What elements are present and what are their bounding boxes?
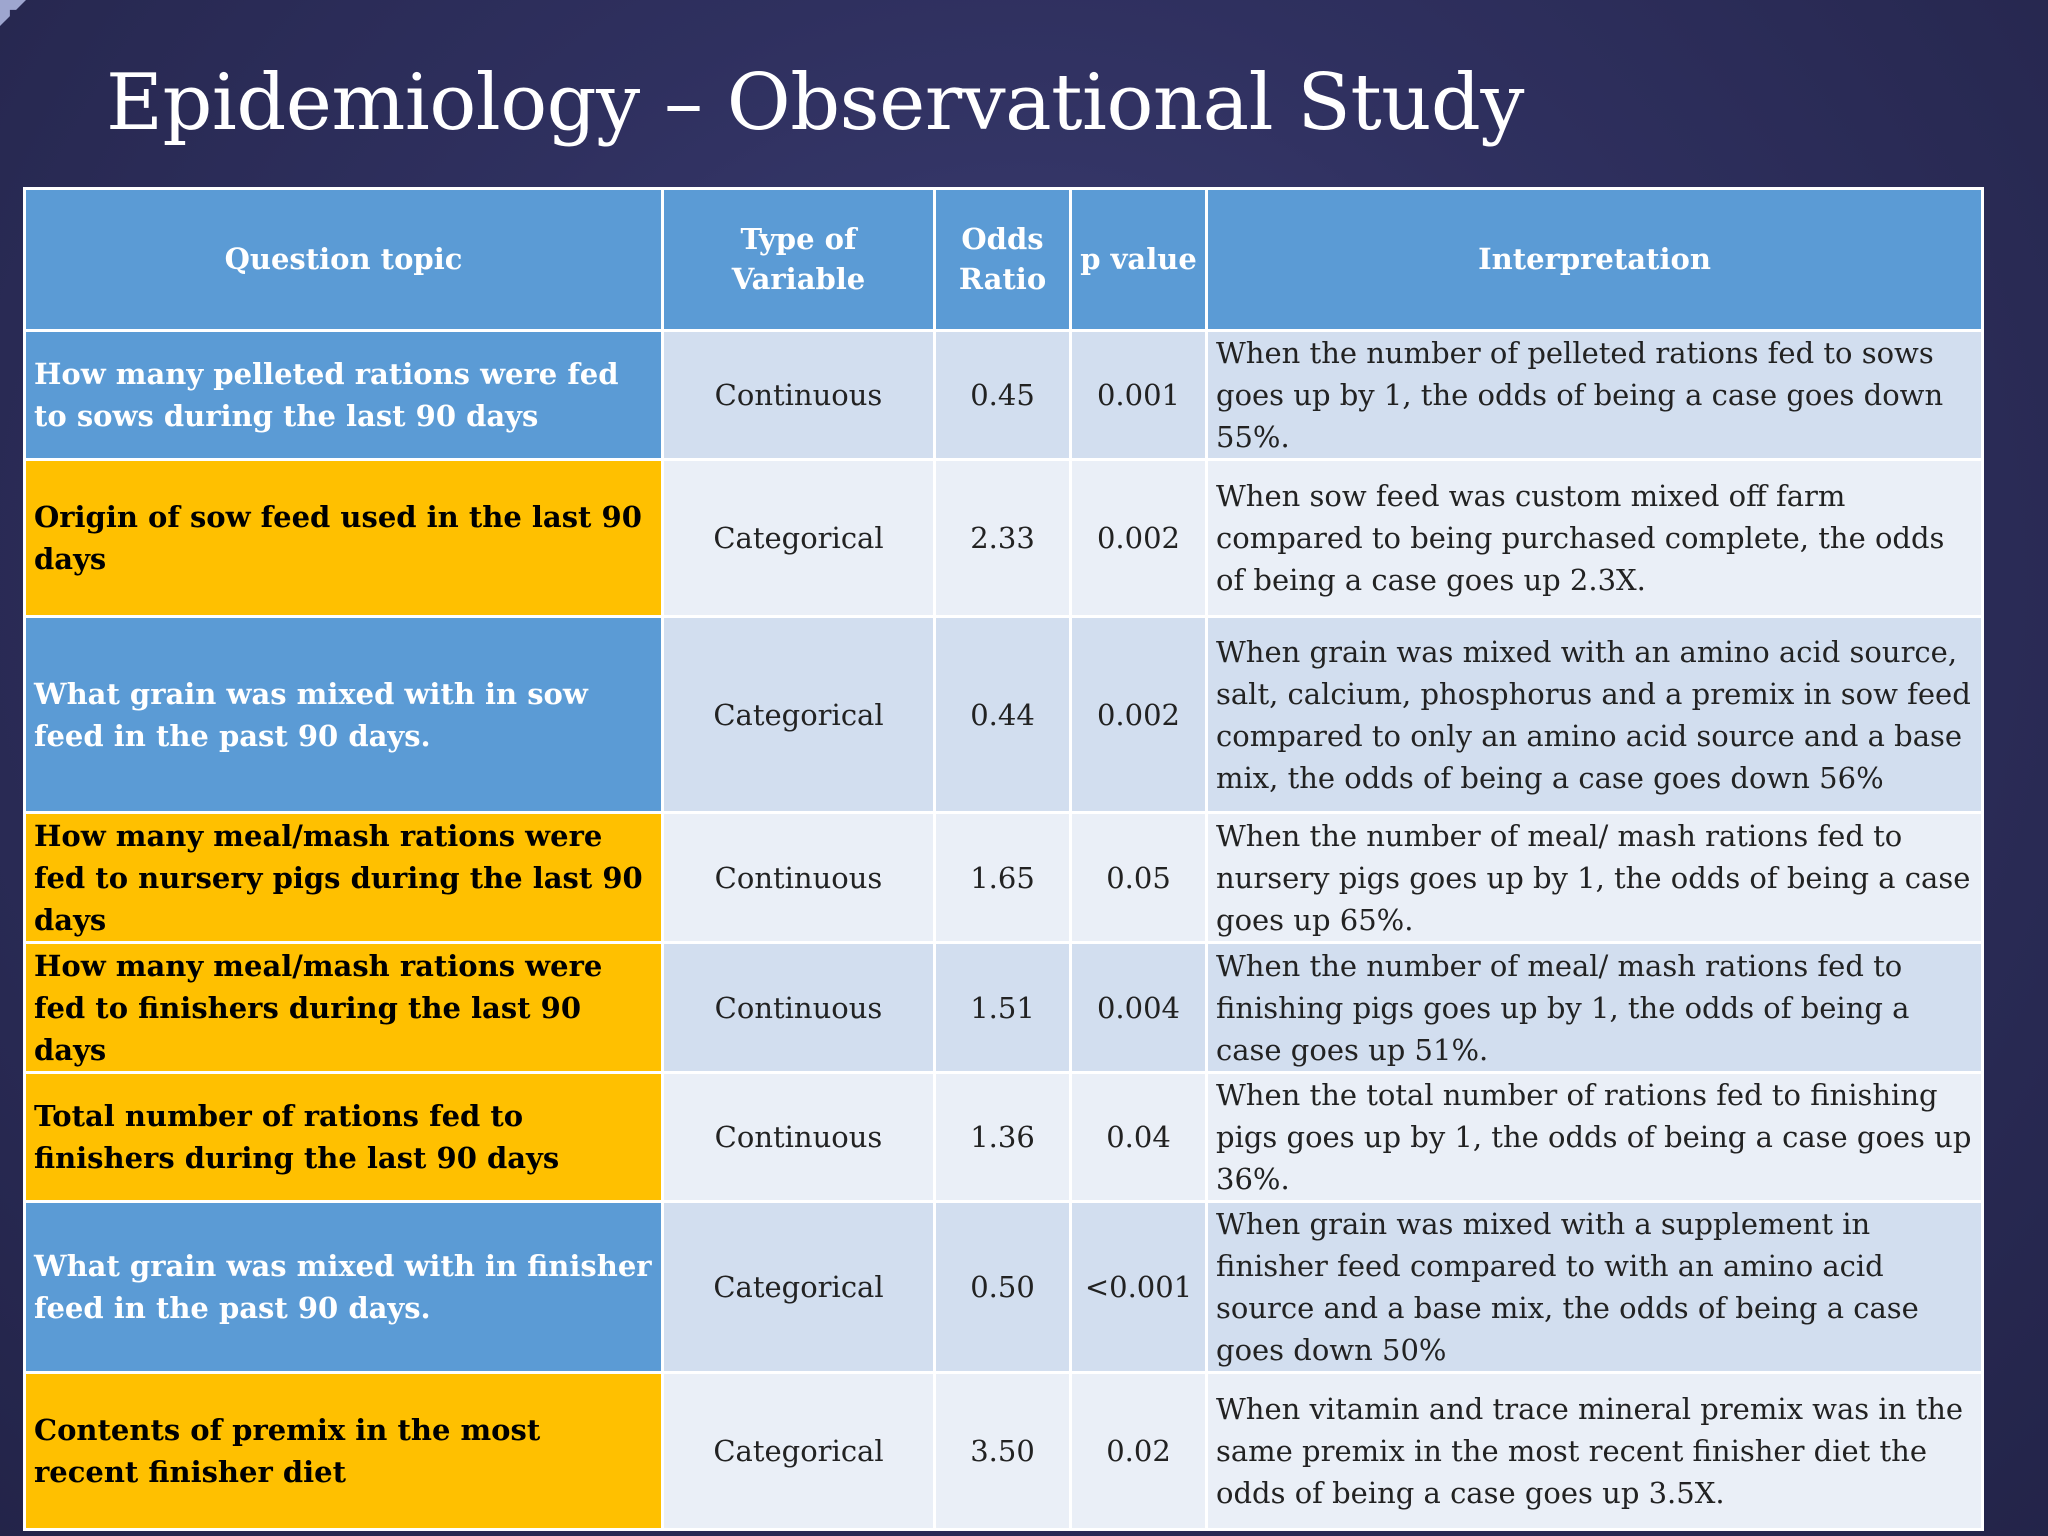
odds-ratio-cell: 0.45 [935,331,1071,460]
table-row [25,331,1983,460]
variable-type-cell: Continuous [663,813,935,943]
p-value-cell: 0.05 [1071,813,1207,943]
odds-ratio-cell: 2.33 [935,460,1071,617]
table-row [25,813,1983,943]
interpretation-cell: When grain was mixed with a supplement in finisher feed compared to with an amino acid source and a base mix, the odds of being a case goes down 50% [1207,1202,1983,1373]
odds-ratio-cell: 3.50 [935,1373,1071,1530]
table-row [25,460,1983,617]
variable-type-cell: Categorical [663,460,935,617]
p-value-cell: 0.001 [1071,331,1207,460]
header-odds-ratio: Odds Ratio [935,189,1071,331]
variable-type-cell: Continuous [663,1073,935,1202]
odds-ratio-cell: 1.51 [935,943,1071,1073]
variable-type-cell: Categorical [663,1202,935,1373]
interpretation-cell: When the number of meal/ mash rations fed to nursery pigs goes up by 1, the odds of being a case goes up 65%. [1207,813,1983,943]
interpretation-cell: When vitamin and trace mineral premix was in the same premix in the most recent finisher diet the odds of being a case goes up 3.5X. [1207,1373,1983,1530]
variable-type-cell: Continuous [663,943,935,1073]
header-question-topic: Question topic [25,189,663,331]
question-topic-cell: How many meal/mash rations were fed to nursery pigs during the last 90 days [25,813,663,943]
question-topic-cell: What grain was mixed with in finisher feed in the past 90 days. [25,1202,663,1373]
interpretation-cell: When sow feed was custom mixed off farm compared to being purchased complete, the odds of being a case goes up 2.3X. [1207,460,1983,617]
odds-ratio-cell: 1.65 [935,813,1071,943]
table-row [25,1073,1983,1202]
question-topic-cell: How many pelleted rations were fed to sows during the last 90 days [25,331,663,460]
results-table [23,187,1984,1531]
table-row [25,1373,1983,1530]
p-value-cell: 0.004 [1071,943,1207,1073]
interpretation-cell: When the number of pelleted rations fed to sows goes up by 1, the odds of being a case goes down 55%. [1207,331,1983,460]
p-value-cell: 0.002 [1071,617,1207,813]
question-topic-cell: What grain was mixed with in sow feed in the past 90 days. [25,617,663,813]
question-topic-cell: How many meal/mash rations were fed to finishers during the last 90 days [25,943,663,1073]
header-p-value: p value [1071,189,1207,331]
p-value-cell: 0.002 [1071,460,1207,617]
odds-ratio-cell: 1.36 [935,1073,1071,1202]
table-header-row [25,189,1983,331]
question-topic-cell: Contents of premix in the most recent finisher diet [25,1373,663,1530]
variable-type-cell: Categorical [663,1373,935,1530]
interpretation-cell: When grain was mixed with an amino acid source, salt, calcium, phosphorus and a premix in sow feed compared to only an amino acid source and a base mix, the odds of being a case goes down 56% [1207,617,1983,813]
odds-ratio-cell: 0.50 [935,1202,1071,1373]
odds-ratio-cell: 0.44 [935,617,1071,813]
table-row [25,943,1983,1073]
slide-corner-mark [0,0,26,26]
p-value-cell: 0.02 [1071,1373,1207,1530]
interpretation-cell: When the total number of rations fed to finishing pigs goes up by 1, the odds of being a case goes up 36%. [1207,1073,1983,1202]
variable-type-cell: Categorical [663,617,935,813]
header-type-of-variable: Type of Variable [663,189,935,331]
header-interpretation: Interpretation [1207,189,1983,331]
slide-title: Epidemiology – Observational Study [106,58,1524,148]
table-row [25,1202,1983,1373]
variable-type-cell: Continuous [663,331,935,460]
question-topic-cell: Origin of sow feed used in the last 90 days [25,460,663,617]
p-value-cell: <0.001 [1071,1202,1207,1373]
table-row [25,617,1983,813]
p-value-cell: 0.04 [1071,1073,1207,1202]
interpretation-cell: When the number of meal/ mash rations fed to finishing pigs goes up by 1, the odds of being a case goes up 51%. [1207,943,1983,1073]
question-topic-cell: Total number of rations fed to finishers during the last 90 days [25,1073,663,1202]
